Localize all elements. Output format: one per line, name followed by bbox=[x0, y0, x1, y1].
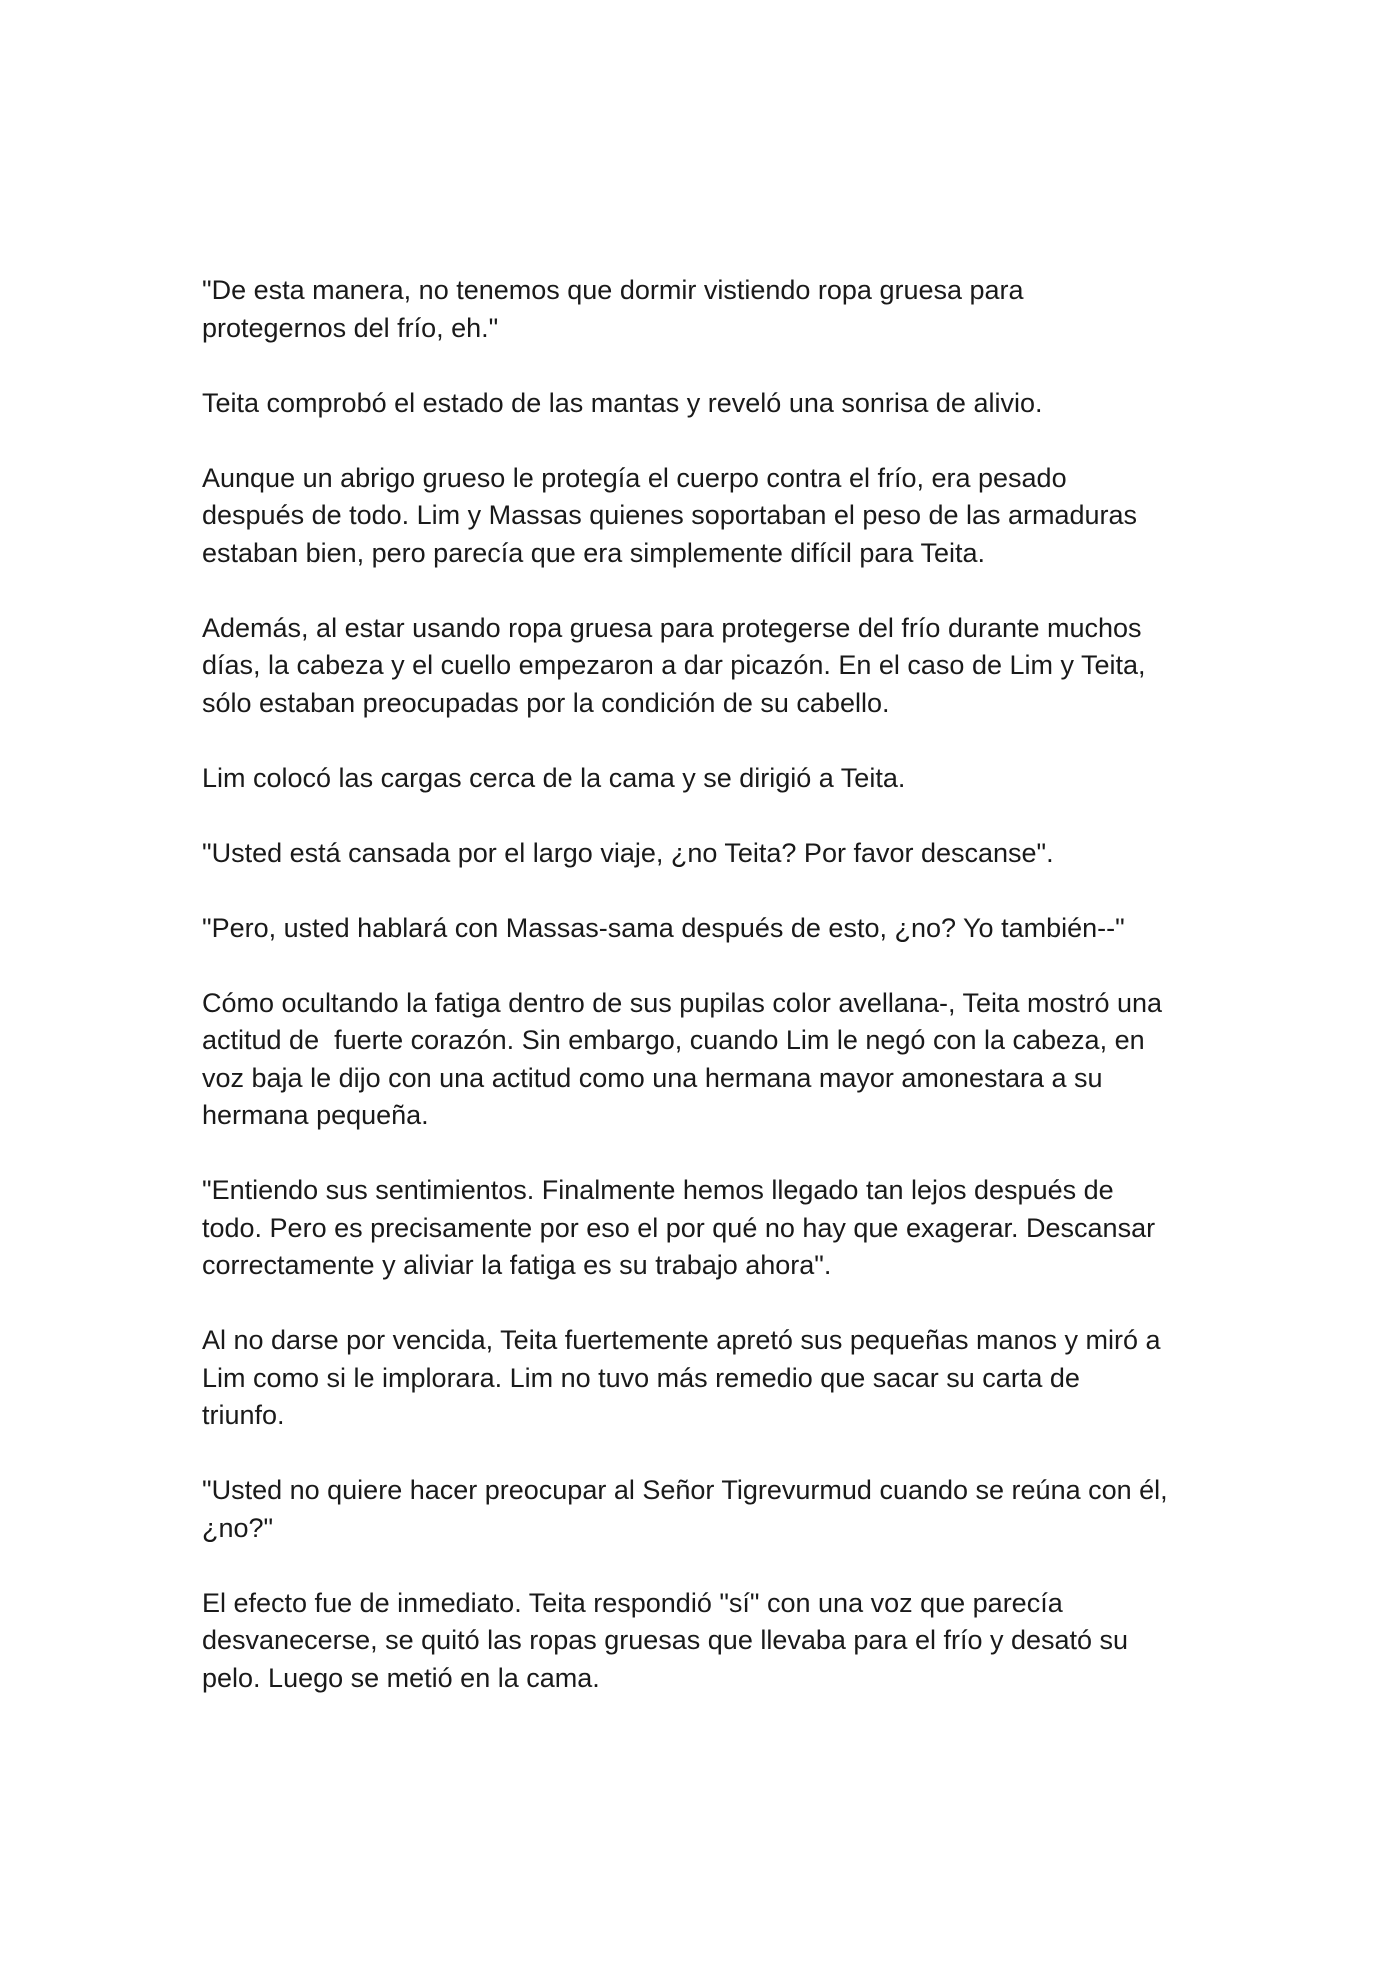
paragraph-9: "Entiendo sus sentimientos. Finalmente hemos llegado tan lejos después de todo. Pero es precisamente por eso el por qué no hay que exagerar. Descansar correctamente y aliviar la fatiga es su trabajo ahora". bbox=[202, 1175, 1156, 1280]
paragraph-7: "Pero, usted hablará con Massas-sama después de esto, ¿no? Yo también--" bbox=[202, 912, 1125, 943]
paragraph-1: "De esta manera, no tenemos que dormir vistiendo ropa gruesa para protegernos del frío, eh." bbox=[202, 275, 1024, 343]
document-body bbox=[202, 272, 1212, 1735]
paragraph-4: Además, al estar usando ropa gruesa para protegerse del frío durante muchos días, la cabeza y el cuello empezaron a dar picazón. En el caso de Lim y Teita, sólo estaban preocupadas por la condición de su cabello. bbox=[202, 612, 1146, 718]
paragraph-6: "Usted está cansada por el largo viaje, ¿no Teita? Por favor descanse". bbox=[202, 837, 1054, 868]
paragraph-10: Al no darse por vencida, Teita fuertemente apretó sus pequeñas manos y miró a Lim como si le implorara. Lim no tuvo más remedio que sacar su carta de triunfo. bbox=[202, 1325, 1161, 1430]
paragraph-8: Cómo ocultando la fatiga dentro de sus pupilas color avellana-, Teita mostró una actitud de fuerte corazón. Sin embargo, cuando Lim le negó con la cabeza, en voz baja le dijo con una actitud como una hermana mayor amonestara a su hermana pequeña. bbox=[202, 987, 1163, 1130]
paragraph-5: Lim colocó las cargas cerca de la cama y se dirigió a Teita. bbox=[202, 762, 906, 793]
paragraph-2: Teita comprobó el estado de las mantas y reveló una sonrisa de alivio. bbox=[202, 387, 1043, 418]
paragraph-11: "Usted no quiere hacer preocupar al Señor Tigrevurmud cuando se reúna con él, ¿no?" bbox=[202, 1475, 1168, 1543]
paragraph-12: El efecto fue de inmediato. Teita respondió "sí" con una voz que parecía desvanecerse, se quitó las ropas gruesas que llevaba para el frío y desató su pelo. Luego se metió en la cama. bbox=[202, 1587, 1129, 1693]
paragraph-3: Aunque un abrigo grueso le protegía el cuerpo contra el frío, era pesado después de todo. Lim y Massas quienes soportaban el peso de las armaduras estaban bien, pero parecía que era simplemente difícil para Teita. bbox=[202, 462, 1138, 568]
